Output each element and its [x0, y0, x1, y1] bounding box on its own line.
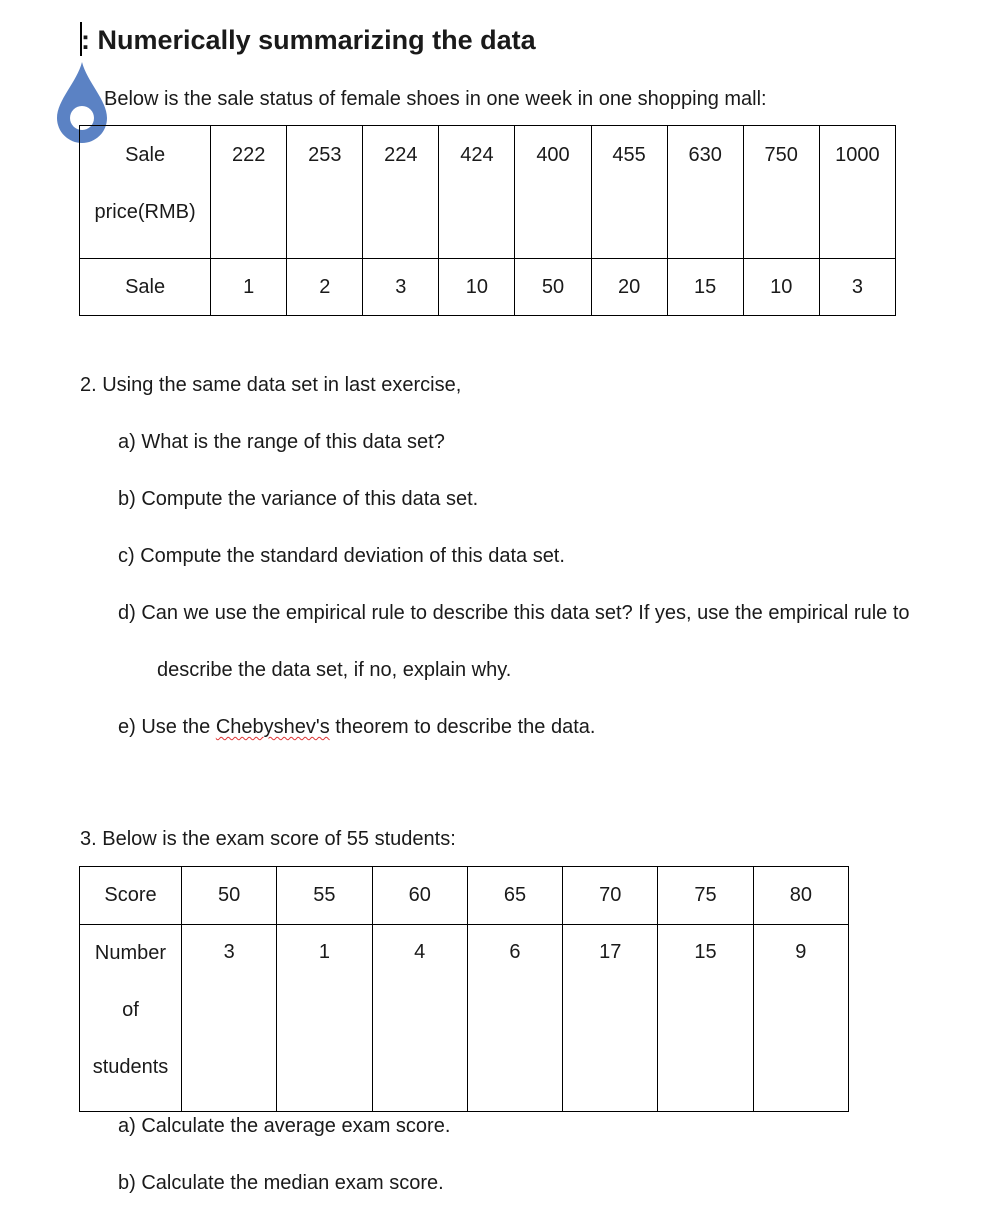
- question-2d-line1: d) Can we use the empirical rule to describe this data set? If yes, use the empirical rule to: [118, 602, 910, 624]
- table-cell: 65: [467, 867, 562, 925]
- label-line: of: [122, 999, 139, 1021]
- question-2e: [118, 715, 595, 739]
- table-cell: 3: [819, 259, 895, 316]
- table-cell: 50: [182, 867, 277, 925]
- table-row: [80, 259, 896, 316]
- label-line: price(RMB): [94, 201, 196, 223]
- question-2a: a) What is the range of this data set?: [118, 431, 445, 453]
- table-cell: 224: [363, 126, 439, 259]
- question-3a: a) Calculate the average exam score.: [118, 1115, 451, 1137]
- question-2c: c) Compute the standard deviation of this data set.: [118, 545, 565, 567]
- table-cell: 1: [277, 925, 372, 1112]
- table-cell: 2: [287, 259, 363, 316]
- label-line: Sale: [125, 144, 166, 166]
- label-line: Number: [94, 942, 167, 964]
- page-title: [81, 22, 536, 58]
- table-cell: 17: [563, 925, 658, 1112]
- intro-text: Below is the sale status of female shoes in one week in one shopping mall:: [104, 88, 767, 110]
- question-2d-line2: describe the data set, if no, explain why.: [157, 659, 512, 681]
- table-cell: 75: [658, 867, 753, 925]
- table-cell: 15: [667, 259, 743, 316]
- table-cell: 3: [363, 259, 439, 316]
- table-cell: 60: [372, 867, 467, 925]
- price-row-label: [80, 126, 211, 259]
- sales-table: [79, 125, 896, 316]
- table-cell: 50: [515, 259, 591, 316]
- table-row: [80, 126, 896, 259]
- title-text: Numerically summarizing the data: [97, 25, 536, 55]
- table-cell: 10: [743, 259, 819, 316]
- table-cell: 6: [467, 925, 562, 1112]
- sale-row-label: Sale: [80, 259, 211, 316]
- question-3b: b) Calculate the median exam score.: [118, 1172, 444, 1194]
- table-row: [80, 925, 849, 1112]
- question-2b: b) Compute the variance of this data set.: [118, 488, 479, 510]
- table-cell: 70: [563, 867, 658, 925]
- table-cell: 455: [591, 126, 667, 259]
- table-cell: 253: [287, 126, 363, 259]
- exam-score-table: [79, 866, 849, 1112]
- table-cell: 4: [372, 925, 467, 1112]
- table-cell: 424: [439, 126, 515, 259]
- spellcheck-word[interactable]: Chebyshev's: [215, 716, 330, 738]
- table-cell: 55: [277, 867, 372, 925]
- table-cell: 20: [591, 259, 667, 316]
- table-cell: 630: [667, 126, 743, 259]
- exercise-3-heading: 3. Below is the exam score of 55 students:: [80, 828, 456, 850]
- score-row-label: Score: [80, 867, 182, 925]
- table-cell: 1000: [819, 126, 895, 259]
- table-cell: 9: [753, 925, 848, 1112]
- table-cell: 15: [658, 925, 753, 1112]
- label-line: students: [92, 1056, 169, 1078]
- table-cell: 10: [439, 259, 515, 316]
- title-prefix: :: [81, 25, 90, 55]
- number-row-label: [80, 925, 182, 1112]
- table-cell: 1: [211, 259, 287, 316]
- exercise-2-heading: 2. Using the same data set in last exercise,: [80, 374, 462, 396]
- table-cell: 400: [515, 126, 591, 259]
- table-cell: 750: [743, 126, 819, 259]
- table-cell: 3: [182, 925, 277, 1112]
- question-2e-start: e) Use the: [118, 716, 216, 738]
- table-cell: 80: [753, 867, 848, 925]
- question-2e-end: theorem to describe the data.: [329, 716, 596, 738]
- table-row: [80, 867, 849, 925]
- table-cell: 222: [211, 126, 287, 259]
